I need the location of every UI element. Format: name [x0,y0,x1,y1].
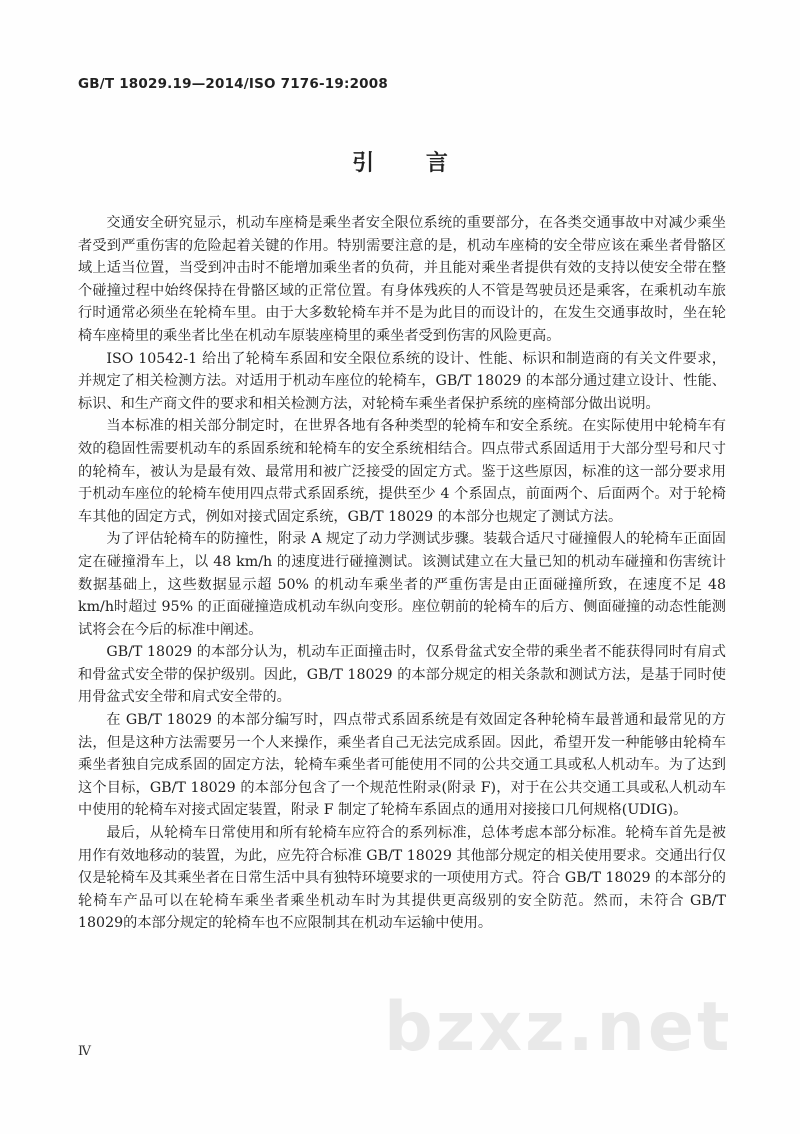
paragraph-1: 交通安全研究显示，机动车座椅是乘坐者安全限位系统的重要部分，在各类交通事故中对减少乘坐者受到严重伤害的危险起着关键的作用。特别需要注意的是，机动车座椅的安全带应该在乘坐者骨骼区域上适当位置，当受到冲击时不能增加乘坐者的负荷，并且能对乘坐者提供有效的支持以使安全带在整个碰撞过程中始终保持在骨骼区域的正常位置。有身体残疾的人不管是驾驶员还是乘客，在乘机动车旅行时通常必须坐在轮椅车里。由于大多数轮椅车并不是为此目的而设计的，在发生交通事故时，坐在轮椅车座椅里的乘坐者比坐在机动车原装座椅里的乘坐者受到伤害的风险更高。 [78,215,726,344]
paragraph-6: 在 GB/T 18029 的本部分编写时，四点带式系固系统是有效固定各种轮椅车最普通和最常见的方法，但是这种方法需要另一个人来操作，乘坐者自己无法完成系固。因此，希望开发一种能够由轮椅车乘坐者独自完成系固的固定方法，轮椅车乘坐者可能使用不同的公共交通工具或私人机动车。为了达到这个目标，GB/T 18029 的本部分包含了一个规范性附录(附录 F)，对于在公共交通工具或私人机动车中使用的轮椅车对接式固定装置，附录 F 制定了轮椅车系固点的通用对接接口几何规格(UDIG)。 [78,712,726,819]
page-number: Ⅳ [78,1044,91,1059]
watermark: bzxz.net [384,988,733,1067]
paragraph-4: 为了评估轮椅车的防撞性，附录 A 规定了动力学测试步骤。装载合适尺寸碰撞假人的轮椅车正面固定在碰撞滑车上，以 48 km/h 的速度进行碰撞测试。该测试建立在大量已知的机动车碰撞和伤害统计数据基础上，这些数据显示超 50% 的机动车乘坐者的严重伤害是由正面碰撞所致，在速度不足 48 km/h时超过 95% 的正面碰撞造成机动车纵向变形。座位朝前的轮椅车的后方、侧面碰撞的动态性能测试将会在今后的标准中阐述。 [78,531,726,638]
body-text [78,212,726,935]
paragraph-7: 最后，从轮椅车日常使用和所有轮椅车应符合的系列标准，总体考虑本部分标准。轮椅车首先是被用作有效地移动的装置，为此，应先符合标准 GB/T 18029 其他部分规定的相关使用要求。交通出行仅仅是轮椅车及其乘坐者在日常生活中具有独特环境要求的一项使用方式。符合 GB/T 18029 的本部分的轮椅车产品可以在轮椅车乘坐者乘坐机动车时为其提供更高级别的安全防范。然而，未符合 GB/T 18029的本部分规定的轮椅车也不应限制其在机动车运输中使用。 [78,825,726,932]
standard-code-header: GB/T 18029.19—2014/ISO 7176-19:2008 [78,76,388,92]
page-title: 引 言 [352,151,470,176]
paragraph-5: GB/T 18029 的本部分认为，机动车正面撞击时，仅系骨盆式安全带的乘坐者不能获得同时有肩式和骨盆式安全带的保护级别。因此，GB/T 18029 的本部分规定的相关条款和测试方法，是基于同时使用骨盆式安全带和肩式安全带的。 [78,644,726,706]
paragraph-3: 当本标准的相关部分制定时，在世界各地有各种类型的轮椅车和安全系统。在实际使用中轮椅车有效的稳固性需要机动车的系固系统和轮椅车的安全系统相结合。四点带式系固适用于大部分型号和尺寸的轮椅车，被认为是最有效、最常用和被广泛接受的固定方式。鉴于这些原因，标准的这一部分要求用于机动车座位的轮椅车使用四点带式系固系统，提供至少 4 个系固点，前面两个、后面两个。对于轮椅车其他的固定方式，例如对接式固定系统，GB/T 18029 的本部分也规定了测试方法。 [78,418,726,525]
paragraph-2: ISO 10542-1 给出了轮椅车系固和安全限位系统的设计、性能、标识和制造商的有关文件要求，并规定了相关检测方法。对适用于机动车座位的轮椅车，GB/T 18029 的本部分通过建立设计、性能、标识、和生产商文件的要求和相关检测方法，对轮椅车乘坐者保护系统的座椅部分做出说明。 [78,350,726,412]
